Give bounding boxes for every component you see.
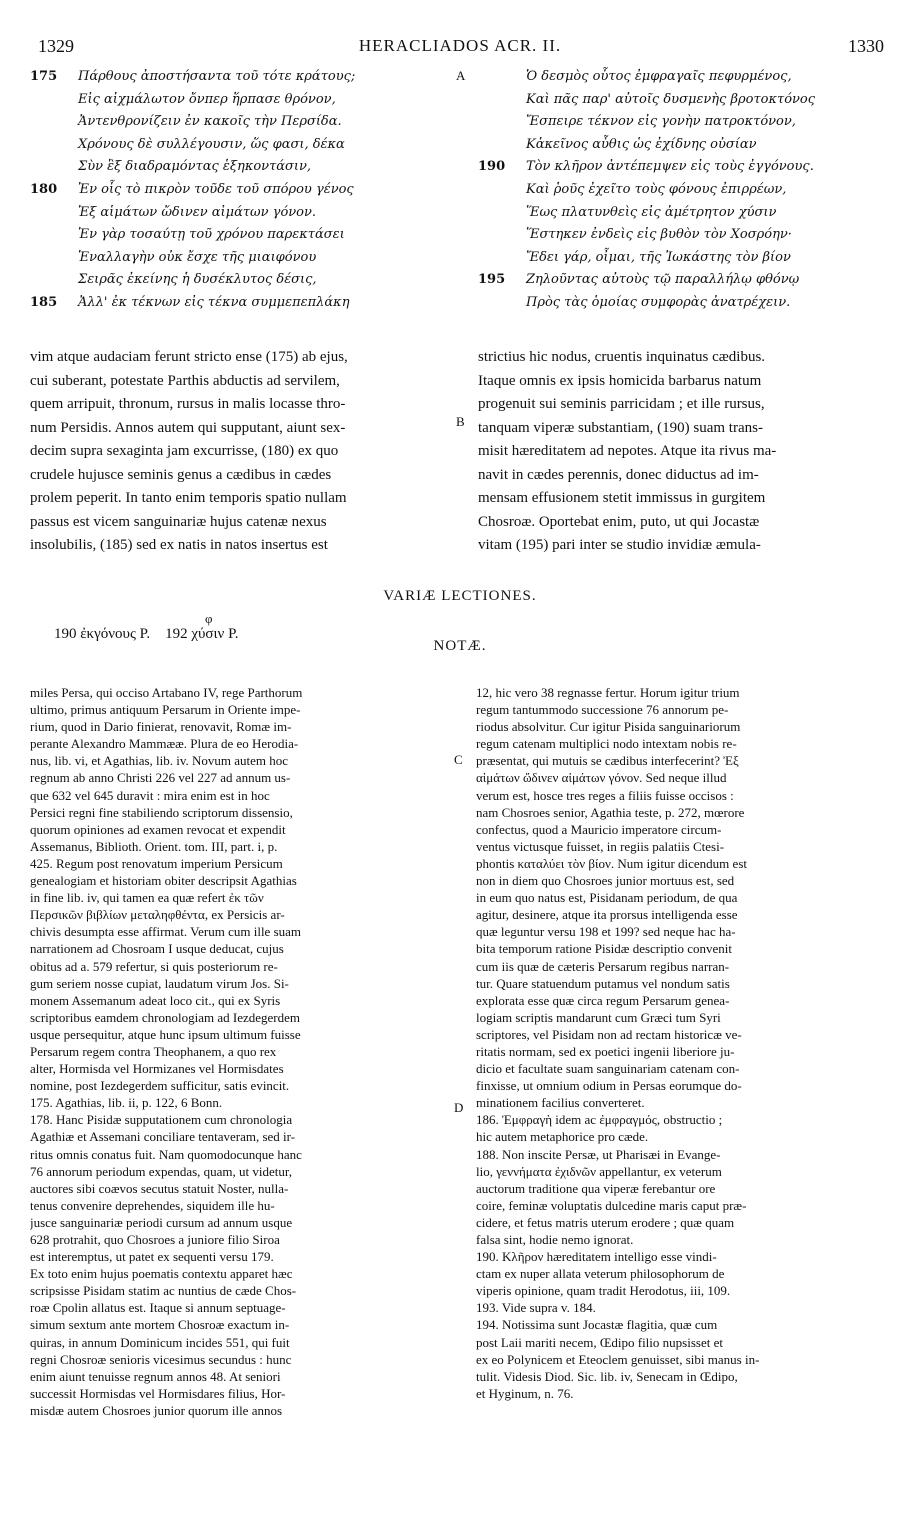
note-line: scripsisse Pisidam statim ac nuntius de cæde Chos- xyxy=(30,1283,297,1299)
note-line: ctam ex nuper allata veterum philosophorum de xyxy=(476,1266,725,1282)
note-line: Περσικῶν βιβλίων μεταληφθέντα, ex Persicis ar- xyxy=(30,907,285,923)
verse-text: Ἀλλ' ἐκ τέκνων εἰς τέκνα συμμεπεπλάκη xyxy=(78,294,350,310)
note-line: hic autem metaphorice pro cæde. xyxy=(476,1129,649,1145)
note-line: Persarum regem contra Theophanem, a quo rex xyxy=(30,1043,277,1059)
variant-verse-number: 192 xyxy=(165,626,188,642)
note-line: quiras, in annum Dominicum incides 551, qui fuit xyxy=(30,1334,290,1350)
latin-line: decim supra sexaginta jam excurrisse, (180) ex quo xyxy=(30,443,339,459)
verse-text: Ἕστηκεν ἐνδεὶς εἰς βυθὸν τὸν Χοσρόην· xyxy=(526,227,792,243)
note-line: 175. Agathias, lib. ii, p. 122, 6 Bonn. xyxy=(30,1095,223,1111)
verse-text: Κἀκεῖνος αὖθις ὡς ἐχίδνης οὐσίαν xyxy=(526,136,757,152)
note-line: præsentat, qui mutuis se cædibus interfecerint? Ἐξ xyxy=(476,753,739,769)
note-line: narrationem ad Chosroam I usque deducat, cujus xyxy=(30,941,284,957)
note-line: enim aiunt tenuisse regnum annos 48. At seniori xyxy=(30,1368,281,1384)
verse-line xyxy=(30,247,450,270)
running-title: HERACLIADOS ACR. II. xyxy=(358,36,562,55)
latin-line: quem arripuit, thronum, rursus in malis locasse thro- xyxy=(30,396,346,412)
note-line: falsa sint, hodie nemo ignorat. xyxy=(476,1232,634,1247)
note-line: regum tantummodo successione 76 annorum pe- xyxy=(476,702,729,718)
latin-line: vitam (195) pari inter se studio invidiæ æmula- xyxy=(478,537,761,553)
note-line: simum sextum ante mortem Chosroæ exactum in- xyxy=(30,1317,290,1333)
note-line: 76 annorum periodum expendas, quam, ut videtur, xyxy=(30,1163,292,1179)
note-line: 190. Κλῆρον hæreditatem intelligo esse vindi- xyxy=(476,1249,717,1265)
note-line: cidere, et fetus matris uterum erodere ; quæ quam xyxy=(476,1214,735,1230)
verse-line xyxy=(478,89,898,112)
note-line: regnum ab anno Christi 226 vel 227 ad annum us- xyxy=(30,770,291,786)
latin-line: vim atque audaciam ferunt stricto ense (175) ab ejus, xyxy=(30,349,348,365)
verse-number: 180 xyxy=(30,181,58,197)
note-line: non in diem quo Chosroes junior mortuus est, sed xyxy=(476,873,735,889)
note-line: post Laii mariti necem, Œdipo filio nupsisset et xyxy=(476,1334,723,1350)
latin-line: tanquam viperæ substantiam, (190) suam trans- xyxy=(478,419,763,436)
note-line: obitus ad a. 579 refertur, si quis posteriorum re- xyxy=(30,958,278,974)
page-number-left: 1329 xyxy=(38,36,74,56)
latin-line: Chosroæ. Oportebat enim, puto, ut qui Jocastæ xyxy=(478,513,760,530)
notes-left-column xyxy=(30,684,448,1419)
note-line: in fine lib. iv, qui tamen ea quæ refert ἐκ τῶν xyxy=(30,890,264,906)
verse-text: Ἐν γὰρ τοσαύτῃ τοῦ χρόνου παρεκτάσει xyxy=(78,227,345,243)
variant-reading: 190 ἐκγόνους P. xyxy=(54,626,151,642)
latin-line: misit hæreditatem ad nepotes. Atque ita rivus ma- xyxy=(478,443,777,459)
margin-letter-c: C xyxy=(454,752,463,767)
note-line: roæ Cpolin allatus est. Itaque si annum septuage- xyxy=(30,1300,286,1316)
notes-right-column xyxy=(476,684,896,1402)
note-line: rium, quod in Dario finierat, renovavit, Romæ im- xyxy=(30,719,292,735)
verse-line xyxy=(30,66,450,89)
note-line: regum catenam multiplici nodo intextam nobis re- xyxy=(476,736,737,752)
note-line: usque persequitur, atque hunc ipsum ultimum fuisse xyxy=(30,1026,301,1042)
latin-line: cui suberant, potestate Parthis abductis ad servilem, xyxy=(30,372,340,389)
verse-line xyxy=(478,134,898,157)
note-line: misdæ autem Chosroes junior quorum ille annos xyxy=(30,1402,283,1418)
note-line: finxisse, ut omnium odium in Persas eorumque do- xyxy=(476,1078,742,1094)
note-line: 425. Regum post renovatum imperium Persicum xyxy=(30,855,283,871)
verse-line xyxy=(478,224,898,247)
verse-line xyxy=(30,111,450,134)
margin-letter-d: D xyxy=(454,1100,464,1115)
verse-line xyxy=(478,269,898,292)
note-line: 12, hic vero 38 regnasse fertur. Horum igitur trium xyxy=(476,685,740,700)
latin-line: progenuit sui seminis parricidam ; et ille rursus, xyxy=(478,396,765,412)
note-line: riodus absolvitur. Cur igitur Pisida sanguinariorum xyxy=(476,719,741,735)
latin-line: crudele hujusce seminis genus a cædibus in cædes xyxy=(30,466,332,483)
note-line: coire, feminæ voluptatis dulcedine maris caput præ- xyxy=(476,1197,747,1213)
verse-line xyxy=(30,179,450,202)
note-line: viperis opinione, quam tradit Herodotus, iii, 109. xyxy=(476,1283,731,1299)
note-line: 193. Vide supra v. 184. xyxy=(476,1300,596,1316)
note-line: Persici regni fine stabiliendo scriptorum dissensio, xyxy=(30,804,293,820)
verse-line xyxy=(478,111,898,134)
note-line: Agathiæ et Assemani conciliare tentaveram, sed ir- xyxy=(30,1129,296,1145)
verse-text: Ὁ δεσμὸς οὗτος ἐμφραγαῖς πεφυρμένος, xyxy=(526,69,792,84)
note-line: ritus omnis conatus fuit. Nam quomodocunque hanc xyxy=(30,1146,302,1162)
verse-text: Σὺν ἓξ διαδραμόντας ἑξηκοντάσιν, xyxy=(78,159,312,175)
note-line: jusce sanguinariæ periodi cursum ad annum usque xyxy=(30,1214,293,1230)
note-line: cum iis quæ de cæteris Persarum regibus narran- xyxy=(476,958,730,974)
latin-translation-left xyxy=(30,346,448,558)
note-line: auctores sibi coævos secutus statuit Noster, nulla- xyxy=(30,1180,289,1196)
verse-line xyxy=(478,156,898,179)
note-line: miles Persa, qui occiso Artabano IV, rege Parthorum xyxy=(30,685,303,700)
latin-line: strictius hic nodus, cruentis inquinatus cædibus. xyxy=(478,349,766,365)
variant-superscript: φ xyxy=(205,611,213,626)
note-line: gum seriem nosse cupiat, laudatum virum Jos. Si- xyxy=(30,975,289,991)
verse-text: Τὸν κλῆρον ἀντέπεμψεν εἰς τοὺς ἐγγόνους. xyxy=(526,159,814,175)
verse-text: Ἔσπειρε τέκνον εἰς γονὴν πατροκτόνον, xyxy=(526,114,796,130)
verse-line xyxy=(30,134,450,157)
note-line: 628 protrahit, quo Chosroes a juniore filio Siroa xyxy=(30,1232,280,1247)
latin-line: passus est vicem sanguinariæ hujus catenæ nexus xyxy=(30,513,327,530)
note-line: phontis καταλύει τὸν βίον. Num igitur dicendum est xyxy=(476,855,747,871)
greek-verse-left-column xyxy=(30,66,450,315)
verse-text: Χρόνους δὲ συλλέγουσιν, ὥς φασι, δέκα xyxy=(78,136,345,152)
latin-line: navit in cædes perennis, donec diductus ad im- xyxy=(478,466,759,483)
page-number-right: 1330 xyxy=(848,36,884,56)
note-line: tulit. Videsis Diod. Sic. lib. iv, Senecam in Œdipo, xyxy=(476,1368,738,1384)
notae-heading: NOTÆ. xyxy=(433,638,487,654)
variae-lectiones-heading: VARIÆ LECTIONES. xyxy=(383,588,537,604)
note-line: scriptores, vel Pisidam non ad rectam historicæ ve- xyxy=(476,1026,742,1042)
greek-verse-right-column xyxy=(478,66,898,315)
verse-line xyxy=(30,202,450,225)
verse-text: Ἐν οἷς τὸ πικρὸν τοῦδε τοῦ σπόρου γένος xyxy=(78,181,354,197)
verse-text: Ζηλοῦντας αὐτοὺς τῷ παραλλήλῳ φθόνῳ xyxy=(526,272,800,288)
verse-text: Πάρθους ἀποστήσαντα τοῦ τότε κράτους; xyxy=(78,69,356,84)
note-line: chivis desumpta esse affirmat. Verum cum ille suam xyxy=(30,924,302,940)
verse-line xyxy=(30,292,450,315)
verse-text: Καὶ ῥοῦς ἐχεῖτο τοὺς φόνους ἐπιρρέων, xyxy=(526,181,787,197)
verse-line xyxy=(30,224,450,247)
verse-text: Ἐξ αἱμάτων ὤδινεν αἱμάτων γόνον. xyxy=(78,204,317,220)
note-line: nomine, post Iezdegerdem sufficitur, satis evincit. xyxy=(30,1078,290,1094)
verse-line xyxy=(478,179,898,202)
verse-line xyxy=(478,66,898,89)
note-line: alter, Hormisda vel Hormizanes vel Hormisdates xyxy=(30,1061,284,1077)
verse-line xyxy=(30,156,450,179)
note-line: confectus, quod a Mauricio imperatore circum- xyxy=(476,821,722,837)
verse-line xyxy=(30,89,450,112)
verse-line xyxy=(30,269,450,292)
note-line: Assemanus, Biblioth. Orient. tom. III, part. i, p. xyxy=(30,838,278,854)
verse-text: Ἔδει γάρ, οἶμαι, τῆς Ἰωκάστης τὸν βίον xyxy=(526,249,791,265)
latin-translation-right xyxy=(478,346,892,558)
variant-reading: χύσιν P. xyxy=(191,626,239,642)
note-line: agitur, desinere, atque ita prorsus intelligenda esse xyxy=(476,907,738,923)
note-line: nus, lib. vi, et Agathias, lib. iv. Novum autem hoc xyxy=(30,753,289,769)
verse-text: Σειρᾶς ἐκείνης ἡ δυσέκλυτος δέσις, xyxy=(78,272,317,288)
note-line: ex eo Polynicem et Eteoclem genuisset, sibi manus in- xyxy=(476,1351,760,1367)
note-line: 188. Non inscite Persæ, ut Pharisæi in Evange- xyxy=(476,1146,721,1162)
latin-line: prolem peperit. In tanto enim temporis spatio nullam xyxy=(30,490,347,506)
note-line: in eum quo natus est, Pisidanam periodum, de qua xyxy=(476,890,738,906)
note-line: quorum opiniones ad examen revocat et expendit xyxy=(30,821,286,837)
note-line: 186. Ἐμφραγὴ idem ac ἐμφραγμός, obstructio ; xyxy=(476,1112,723,1128)
verse-text: Εἰς αἰχμάλωτον ὄνπερ ἥρπασε θρόνον, xyxy=(78,91,336,107)
margin-letter-b: B xyxy=(456,414,465,429)
latin-line: mensam effusionem stetit immissus in gurgitem xyxy=(478,490,766,506)
verse-line xyxy=(478,247,898,270)
running-header xyxy=(0,36,920,58)
note-line: minationem facilius converteret. xyxy=(476,1095,645,1111)
verse-line xyxy=(478,202,898,225)
latin-line: Itaque omnis ex ipsis homicida barbarus natum xyxy=(478,372,762,389)
note-line: auctorum traditione qua viperæ ferebantur ore xyxy=(476,1180,716,1196)
note-line: et Hyginum, n. 76. xyxy=(476,1385,574,1401)
note-line: est interemptus, ut patet ex sequenti versu 179. xyxy=(30,1249,274,1265)
note-line: tenus convenire deprehendes, siquidem ille hu- xyxy=(30,1197,275,1213)
note-line: logiam scriptis mandarunt cum Græci tum Syri xyxy=(476,1009,721,1025)
note-line: ultimo, primus antiquum Persarum in Oriente impe- xyxy=(30,702,301,718)
verse-number: 175 xyxy=(30,69,58,84)
verse-line xyxy=(478,292,898,315)
note-line: regni Chosroæ senioris vicesimus secundus : hunc xyxy=(30,1351,292,1367)
note-line: perante Alexandro Mammææ. Plura de eo Herodia- xyxy=(30,736,299,752)
note-line: successit Hormisdas vel Hormisdares filius, Hor- xyxy=(30,1385,286,1401)
verse-text: Ἀντενθρονίζειν ἐν κακοῖς τὴν Περσίδα. xyxy=(78,114,342,130)
note-line: 178. Hanc Pisidæ supputationem cum chronologia xyxy=(30,1112,293,1128)
note-line: quæ leguntur versu 198 et 199? sed neque hac ha- xyxy=(476,924,736,940)
note-line: Ex toto enim hujus poematis contextu apparet hæc xyxy=(30,1266,293,1282)
note-line: ritatis normam, sed ex poetici ingenii liberiore ju- xyxy=(476,1043,735,1059)
verse-text: Ἐναλλαγὴν οὐκ ἔσχε τῆς μιαιφόνου xyxy=(78,249,317,265)
latin-line: insolubilis, (185) sed ex natis in natos insertus est xyxy=(30,537,328,553)
note-line: scriptoribus eamdem chronologiam ad Iezdegerdem xyxy=(30,1009,301,1025)
note-line: bita temporum ratione Pisidæ descriptio convenit xyxy=(476,941,732,957)
note-line: explorata esse quæ circa regum Persarum genea- xyxy=(476,992,730,1008)
note-line: genealogiam et historiam obiter descripsit Agathias xyxy=(30,873,297,889)
latin-line: num Persidis. Annos autem qui supputant, aiunt sex- xyxy=(30,419,346,436)
verse-number: 185 xyxy=(30,294,58,310)
note-line: nam Chosroes senior, Agathia teste, p. 272, mœrore xyxy=(476,804,745,820)
note-line: lio, γεννήματα ἐχιδνῶν appellantur, ex veterum xyxy=(476,1163,722,1179)
verse-text: Πρὸς τὰς ὁμοίας συμφορὰς ἀνατρέχειν. xyxy=(526,294,791,310)
note-line: verum est, hosce tres reges a filiis fuisse occisos : xyxy=(476,787,734,803)
note-line: 194. Notissima sunt Jocastæ flagitia, quæ cum xyxy=(476,1317,718,1333)
note-line: que 632 vel 645 duravit : mira enim est in hoc xyxy=(30,787,270,803)
note-line: dicio et facultate suam sanguinariam catenam con- xyxy=(476,1061,740,1077)
verse-number: 195 xyxy=(478,272,506,288)
verse-number: 190 xyxy=(478,159,506,175)
note-line: tur. Quare statuendum putamus vel nondum satis xyxy=(476,975,730,991)
verse-text: Ἕως πλατυνθεὶς εἰς ἀμέτρητον χύσιν xyxy=(526,204,777,220)
note-line: ventus victusque fuisset, in regiis palatiis Ctesi- xyxy=(476,838,725,854)
note-line: monem Assemanum adeat loco cit., qui ex Syris xyxy=(30,992,281,1008)
note-line: αἱμάτων ὤδινεν αἱμάτων γόνον. Sed neque illud xyxy=(476,770,727,786)
margin-letter-a: A xyxy=(456,68,466,83)
verse-text: Καὶ πᾶς παρ' αὐτοῖς δυσμενὴς βροτοκτόνος xyxy=(526,91,816,107)
